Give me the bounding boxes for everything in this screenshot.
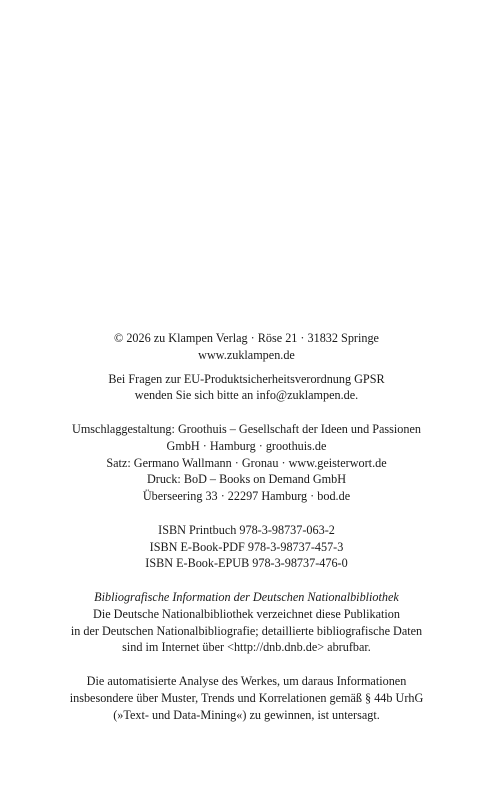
copyright-block: [0, 330, 493, 364]
isbn-pdf: ISBN E-Book-PDF 978-3-98737-457-3: [149, 539, 344, 554]
cover-design-line: Umschlaggestaltung: Groothuis – Gesellschaft der Ideen und Passionen: [72, 421, 421, 436]
text-data-mining-block: [0, 673, 493, 723]
gpsr-block: [0, 371, 493, 405]
tdm-line-3: (»Text- und Data-Mining«) zu gewinnen, ist untersagt.: [113, 707, 380, 722]
tdm-line-2: insbesondere über Muster, Trends und Korrelationen gemäß § 44b UrhG: [69, 690, 424, 705]
bibliography-heading: Bibliografische Information der Deutschen Nationalbibliothek: [94, 589, 399, 604]
gpsr-line-2: wenden Sie sich bitte an info@zuklampen.de.: [134, 388, 359, 403]
cover-design-line-2: GmbH · Hamburg · groothuis.de: [166, 438, 327, 453]
isbn-print: ISBN Printbuch 978-3-98737-063-2: [158, 522, 335, 537]
copyright-line: © 2026 zu Klampen Verlag · Röse 21 · 31832 Springe: [114, 331, 379, 345]
credits-block: [0, 421, 493, 505]
publisher-website: www.zuklampen.de: [198, 347, 295, 362]
bibliography-line-2: in der Deutschen Nationalbibliografie; detaillierte bibliografische Daten: [70, 623, 423, 638]
bibliography-block: [0, 589, 493, 656]
spacer: [0, 505, 493, 522]
tdm-line-1: Die automatisierte Analyse des Werkes, um daraus Informationen: [86, 673, 407, 688]
bibliography-line-3: sind im Internet über <http://dnb.dnb.de> abrufbar.: [122, 640, 371, 655]
spacer: [0, 404, 493, 421]
imprint-page: [0, 330, 493, 723]
spacer: [0, 656, 493, 673]
isbn-block: [0, 522, 493, 572]
bibliography-line-1: Die Deutsche Nationalbibliothek verzeichnet diese Publikation: [93, 606, 400, 621]
spacer: [0, 364, 493, 371]
spacer: [0, 572, 493, 589]
printer-address-line: Überseering 33 · 22297 Hamburg · bod.de: [142, 489, 351, 504]
printing-line: Druck: BoD – Books on Demand GmbH: [146, 472, 347, 487]
isbn-epub: ISBN E-Book-EPUB 978-3-98737-476-0: [145, 556, 348, 571]
typesetting-line: Satz: Germano Wallmann · Gronau · www.geisterwort.de: [106, 455, 387, 470]
gpsr-line-1: Bei Fragen zur EU-Produktsicherheitsverordnung GPSR: [108, 371, 385, 386]
